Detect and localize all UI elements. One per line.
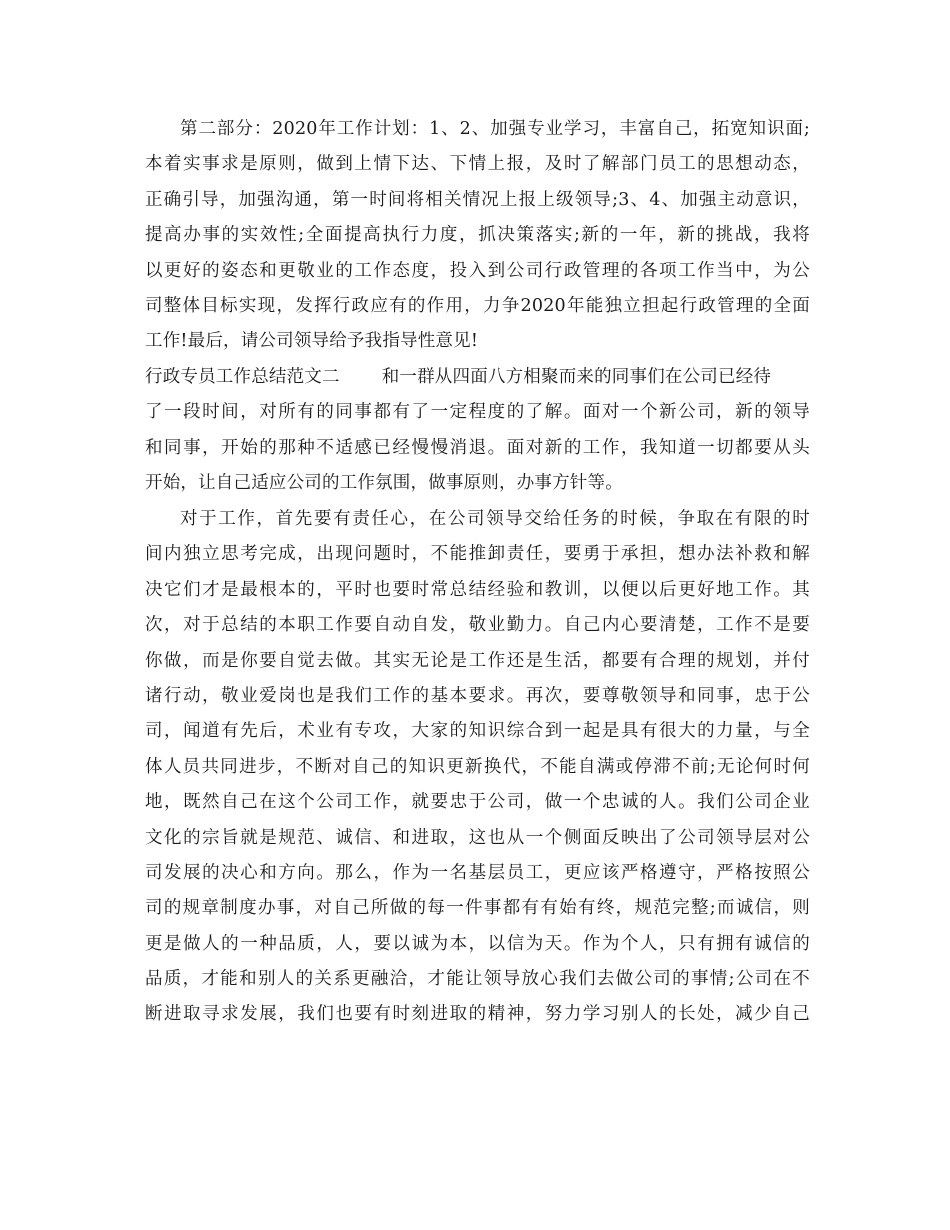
text-line: 本着实事求是原则，做到上情下达、下情上报，及时了解部门员工的思想动态， <box>145 154 810 175</box>
text-line: 文化的宗旨就是规范、诚信、和进取，这也从一个侧面反映出了公司领导层对公 <box>145 827 810 848</box>
text-line: 司整体目标实现，发挥行政应有的作用，力争2020年能独立担起行政管理的全面 <box>145 295 810 316</box>
text-line: 地，既然自己在这个公司工作，就要忠于公司，做一个忠诚的人。我们公司企业 <box>145 792 810 813</box>
text-line: 司发展的决心和方向。那么，作为一名基层员工，更应该严格遵守，严格按照公 <box>145 862 810 883</box>
text-line: 你做，而是你要自觉去做。其实无论是工作还是生活，都要有合理的规划，并付 <box>145 650 810 671</box>
text-line: 司，闻道有先后，术业有专攻，大家的知识综合到一起是具有很大的力量，与全 <box>145 721 810 742</box>
paragraph-work-plan <box>145 112 810 360</box>
text-line: 次，对于总结的本职工作要自动自发，敬业勤力。自己内心要清楚，工作不是要 <box>145 615 810 636</box>
text-line: 工作!最后，请公司领导给予我指导性意见! <box>145 331 479 352</box>
section-heading: 行政专员工作总结范文二 <box>145 367 340 387</box>
text-line: 提高办事的实效性;全面提高执行力度，抓决策落实;新的一年，新的挑战，我将 <box>145 225 810 246</box>
text-line: 司的规章制度办事，对自己所做的每一件事都有有始有终，规范完整;而诚信，则 <box>145 898 810 919</box>
text-line: 第二部分：2020年工作计划：1、2、加强专业学习，丰富自己，拓宽知识面; <box>180 119 810 139</box>
text-line: 了一段时间，对所有的同事都有了一定程度的了解。面对一个新公司，新的领导 <box>145 402 810 423</box>
paragraph-work-attitude <box>145 502 810 1033</box>
text-line: 开始，让自己适应公司的工作氛围，做事原则，办事方针等。 <box>145 473 623 494</box>
text-line: 间内独立思考完成，出现问题时，不能推卸责任，要勇于承担，想办法补救和解 <box>145 544 810 565</box>
text-line: 更是做人的一种品质，人，要以诚为本，以信为天。作为个人，只有拥有诚信的 <box>145 933 810 954</box>
paragraph-summary-two <box>145 360 810 502</box>
text-line: 品质，才能和别人的关系更融洽，才能让领导放心我们去做公司的事情;公司在不 <box>145 969 810 990</box>
text-line: 对于工作，首先要有责任心，在公司领导交给任务的时候，争取在有限的时 <box>180 509 810 529</box>
text-line: 诸行动，敬业爱岗也是我们工作的基本要求。再次，要尊敬领导和同事，忠于公 <box>145 685 810 706</box>
text-line: 正确引导，加强沟通，第一时间将相关情况上报上级领导;3、4、加强主动意识， <box>145 189 810 210</box>
heading-line-text: 和一群从四面八方相聚而来的同事们在公司已经待 <box>381 367 772 387</box>
text-line: 以更好的姿态和更敬业的工作态度，投入到公司行政管理的各项工作当中，为公 <box>145 260 810 281</box>
text-line: 体人员共同进步，不断对自己的知识更新换代，不能自满或停滞不前;无论何时何 <box>145 756 810 777</box>
text-line: 决它们才是最根本的，平时也要时常总结经验和教训，以便以后更好地工作。其 <box>145 579 810 600</box>
text-line: 断进取寻求发展，我们也要有时刻进取的精神，努力学习别人的长处，减少自己 <box>145 1004 810 1025</box>
text-line <box>145 360 810 395</box>
text-line: 和同事，开始的那种不适感已经慢慢消退。面对新的工作，我知道一切都要从头 <box>145 437 810 458</box>
